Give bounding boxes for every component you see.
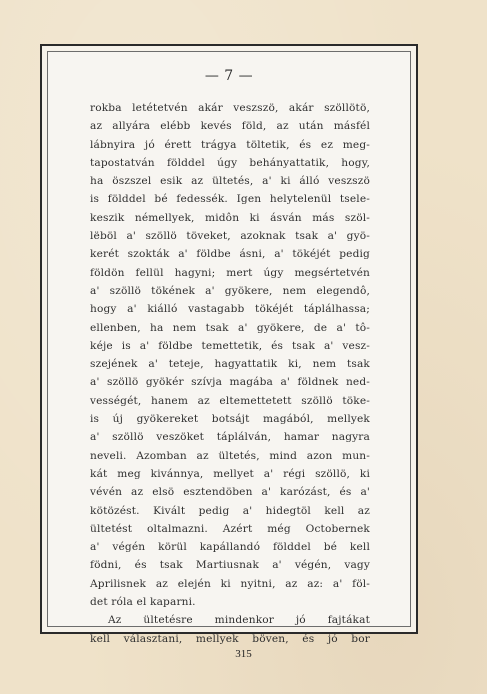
text-line: det róla el kaparni. [90, 596, 196, 609]
text-line: a' végén körül kapállandó földdel bé kell [90, 541, 370, 554]
text-line: neveli. Azomban az ültetés, mind azon mun- [90, 449, 370, 462]
text-line: keszik némellyek, midôn ki ásván más szöl- [90, 211, 370, 224]
text-line: szejének a' teteje, hagyattatik ki, nem tsak [90, 358, 370, 371]
text-line: is új gyökereket botsájt magából, mellyek [90, 413, 370, 426]
text-line: kát meg kivánnya, mellyet a' régi szöllö, ki [90, 467, 370, 480]
body-text [90, 99, 370, 648]
text-line: a' szöllö veszöket táplálván, hamar nagyra [90, 431, 370, 444]
text-line: kell választani, mellyek böven, és jó bor [90, 632, 370, 645]
text-line: vességét, hanem az eltemettetett szöllö töke- [90, 394, 370, 407]
text-line: Az ültetésre mindenkor jó fajtákat [108, 614, 370, 627]
text-line: lëböl a' szöllö töveket, azoknak tsak a' gyö- [90, 230, 370, 243]
text-line: ellenben, ha nem tsak a' gyökere, de a' tô- [90, 321, 370, 334]
text-line: Aprilisnek az elején ki nyitni, az az: a' föl- [90, 577, 370, 590]
text-line: a' szöllö tökének a' gyökere, nem elegendô, [90, 284, 370, 297]
page-frame [40, 44, 418, 645]
text-line: is földdel bé fedessék. Igen helytelenül tsele- [90, 193, 370, 206]
page-scan [47, 51, 411, 645]
text-line: rokba letétetvén akár veszszö, akár szöllötö, [90, 102, 370, 114]
text-line: födni, és tsak Martiusnak a' végén, vagy [90, 559, 370, 572]
text-line: földön fellül hagyni; mert úgy megsértetvén [90, 266, 370, 279]
text-line: kötözést. Kivált pedig a' hidegtöl kell az [90, 504, 370, 517]
text-line: ültetést oltalmazni. Azért még Octobernek [90, 522, 370, 535]
top-page-marker: — 7 — [204, 68, 254, 84]
text-line: hogy a' kiálló vastagabb tökéjét táplálhassa; [90, 303, 370, 316]
text-line: tapostatván földdel úgy behányattatik, hogy, [90, 156, 370, 169]
footer-page-number: 315 [235, 648, 252, 660]
text-line: lábnyira jó érett trágya töltetik, és ez meg- [90, 138, 370, 151]
text-line: a' szöllö gyökér szívja magába a' földnek ned- [90, 376, 370, 389]
text-line: kéje is a' földbe temettetik, és tsak a' vesz- [90, 339, 370, 352]
text-line: kerét szokták a' földbe ásni, a' tökéjét pedig [90, 248, 370, 261]
text-line: vévén az elsö esztendöben a' karózást, és a' [90, 486, 370, 499]
text-line: ha öszszel esik az ültetés, a' ki álló veszszö [90, 175, 370, 188]
text-line: az allyára elébb kevés föld, az után másfél [90, 120, 370, 133]
